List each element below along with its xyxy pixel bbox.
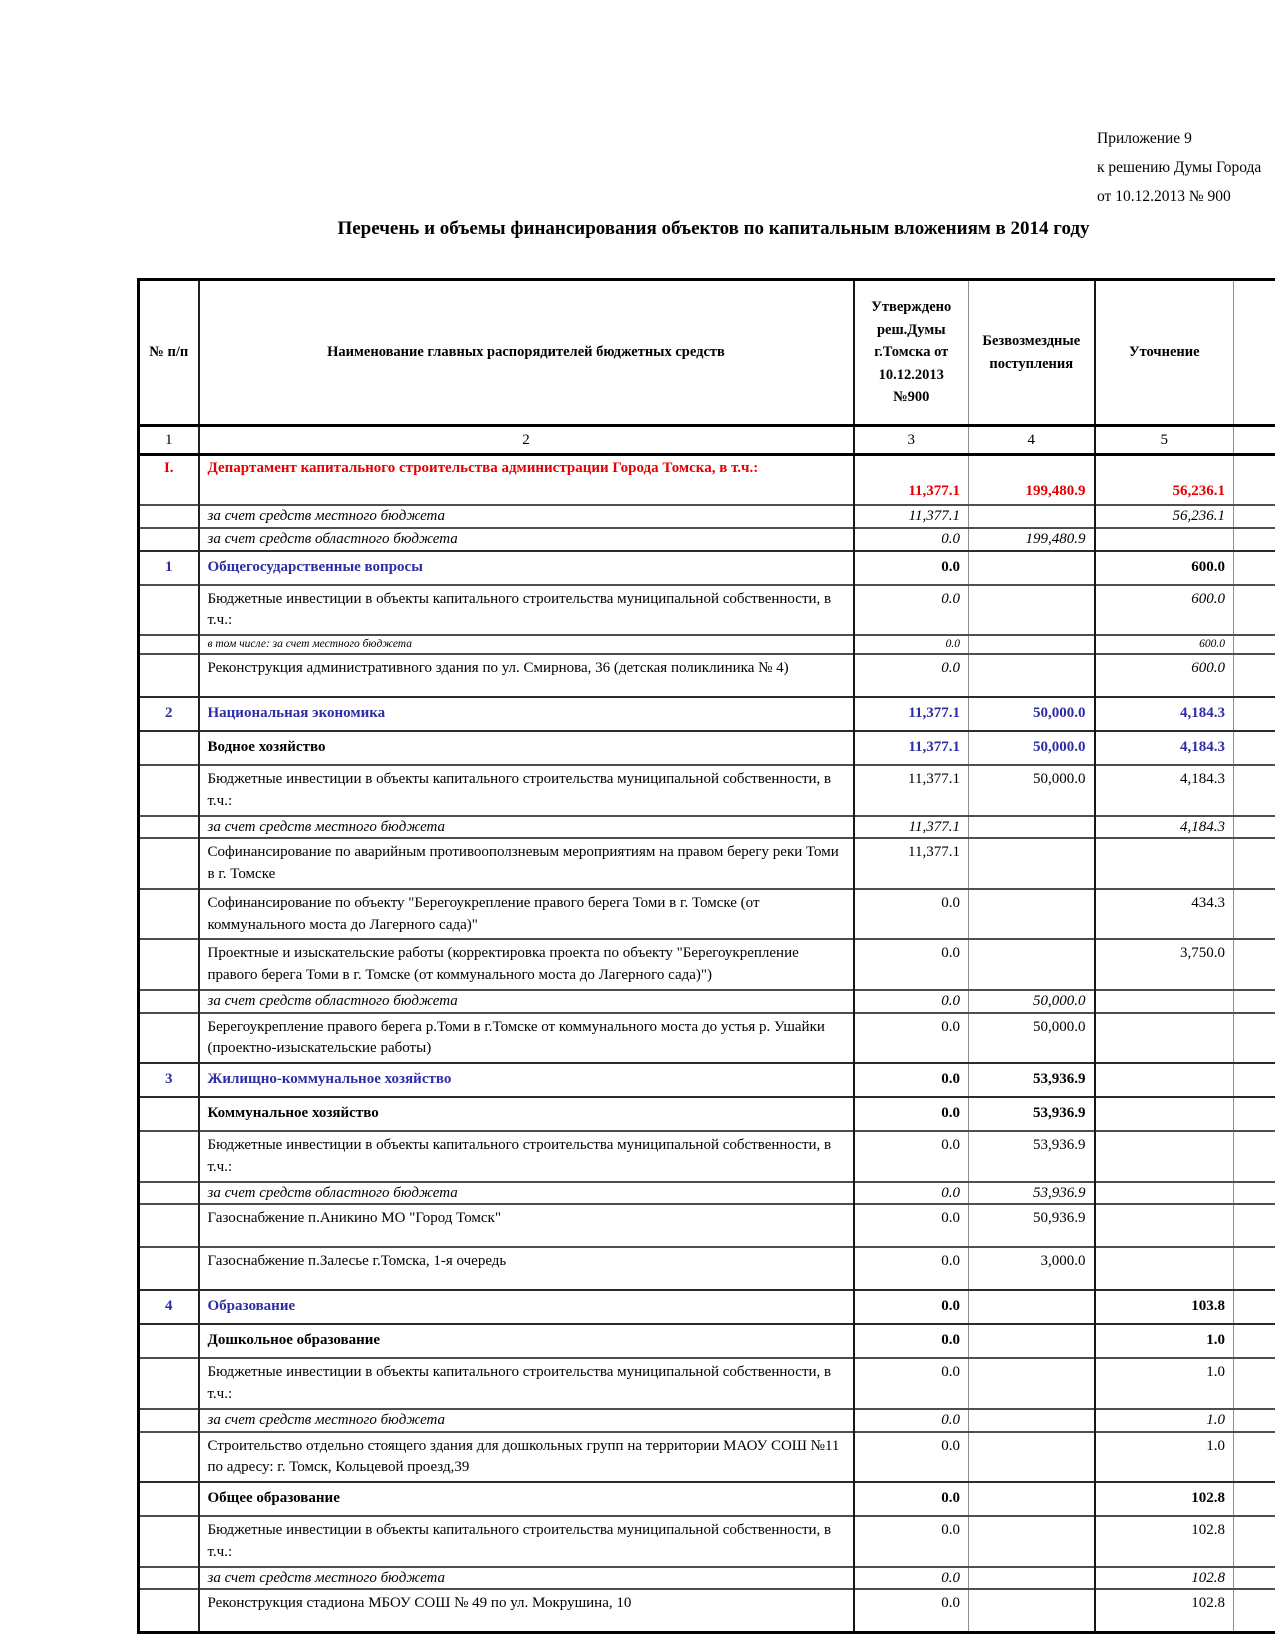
- row-name: Жилищно-коммунальное хозяйство: [199, 1063, 854, 1097]
- value-refinement: 103.8: [1095, 1290, 1234, 1324]
- value-approved: 0.0: [854, 551, 969, 585]
- value-gratuitous: 50,000.0: [969, 731, 1095, 765]
- column-number-6: [1234, 426, 1275, 455]
- header-name: Наименование главных распорядителей бюджетных средств: [199, 280, 854, 426]
- header-extra: [1234, 280, 1275, 426]
- value-refinement: 102.8: [1095, 1516, 1234, 1567]
- value-refinement: 600.0: [1095, 585, 1234, 636]
- value-extra: [1234, 1432, 1275, 1483]
- table-row: [139, 1516, 1275, 1567]
- row-number: [139, 585, 199, 636]
- row-name: Национальная экономика: [199, 697, 854, 731]
- table-row: [139, 1432, 1275, 1483]
- table-row: [139, 1358, 1275, 1409]
- table-row: [139, 505, 1275, 528]
- row-name: Газоснабжение п.Аникино МО "Город Томск": [199, 1204, 854, 1247]
- row-name: Строительство отдельно стоящего здания для дошкольных групп на территории МАОУ СОШ №11 по адресу: г. Томск, Кольцевой проезд,39: [199, 1432, 854, 1483]
- row-name: Водное хозяйство: [199, 731, 854, 765]
- table-row: [139, 1482, 1275, 1516]
- value-refinement: 434.3: [1095, 889, 1234, 940]
- value-refinement: 1.0: [1095, 1432, 1234, 1483]
- table-row: [139, 838, 1275, 889]
- value-gratuitous: [969, 889, 1095, 940]
- value-gratuitous: [969, 1358, 1095, 1409]
- table-row: [139, 939, 1275, 990]
- row-number: 4: [139, 1290, 199, 1324]
- value-approved: 0.0: [854, 1204, 969, 1247]
- value-gratuitous: [969, 816, 1095, 839]
- value-approved: 0.0: [854, 1358, 969, 1409]
- annotation-line-2: к решению Думы Города: [1097, 159, 1262, 176]
- value-gratuitous: 3,000.0: [969, 1247, 1095, 1290]
- value-gratuitous: [969, 585, 1095, 636]
- column-number-1: 1: [139, 426, 199, 455]
- value-approved: 0.0: [854, 1409, 969, 1432]
- table-row: [139, 1324, 1275, 1358]
- value-gratuitous: [969, 1516, 1095, 1567]
- row-number: [139, 1432, 199, 1483]
- value-gratuitous: 50,000.0: [969, 1013, 1095, 1064]
- value-refinement: [1095, 1182, 1234, 1205]
- table-row: [139, 889, 1275, 940]
- value-approved: 0.0: [854, 990, 969, 1013]
- row-name: Департамент капитального строительства администрации Города Томска, в т.ч.:: [199, 455, 854, 506]
- row-number: [139, 765, 199, 816]
- page-title: Перечень и объемы финансирования объектов по капитальным вложениям в 2014 году: [337, 218, 1090, 239]
- value-refinement: 102.8: [1095, 1589, 1234, 1633]
- row-name: Коммунальное хозяйство: [199, 1097, 854, 1131]
- row-number: [139, 838, 199, 889]
- value-extra: [1234, 455, 1275, 506]
- value-approved: 0.0: [854, 1131, 969, 1182]
- value-extra: [1234, 1097, 1275, 1131]
- value-refinement: 1.0: [1095, 1409, 1234, 1432]
- value-gratuitous: 50,000.0: [969, 765, 1095, 816]
- value-extra: [1234, 889, 1275, 940]
- row-number: [139, 990, 199, 1013]
- header-refinement: Уточнение: [1095, 280, 1234, 426]
- value-extra: [1234, 505, 1275, 528]
- row-name: Проектные и изыскательские работы (корректировка проекта по объекту "Берегоукрепление правого берега Томи в г. Томске (от коммунального моста до Лагерного сада)"): [199, 939, 854, 990]
- value-approved: 0.0: [854, 1013, 969, 1064]
- column-number-4: 4: [969, 426, 1095, 455]
- table-body: [139, 455, 1275, 1633]
- row-number: [139, 1567, 199, 1590]
- row-number: I.: [139, 455, 199, 506]
- value-extra: [1234, 990, 1275, 1013]
- row-name: за счет средств местного бюджета: [199, 1409, 854, 1432]
- value-gratuitous: [969, 939, 1095, 990]
- value-refinement: [1095, 1131, 1234, 1182]
- table-row: [139, 635, 1275, 654]
- value-gratuitous: [969, 1409, 1095, 1432]
- value-gratuitous: 50,936.9: [969, 1204, 1095, 1247]
- value-refinement: [1095, 1013, 1234, 1064]
- value-approved: 0.0: [854, 635, 969, 654]
- value-extra: [1234, 1324, 1275, 1358]
- value-refinement: [1095, 838, 1234, 889]
- value-extra: [1234, 697, 1275, 731]
- row-number: [139, 528, 199, 551]
- row-name: Бюджетные инвестиции в объекты капитального строительства муниципальной собственности, в т.ч.:: [199, 1358, 854, 1409]
- row-name: Общее образование: [199, 1482, 854, 1516]
- row-name: Общегосударственные вопросы: [199, 551, 854, 585]
- table-row: [139, 1589, 1275, 1633]
- value-extra: [1234, 1247, 1275, 1290]
- table-row: [139, 1063, 1275, 1097]
- value-gratuitous: [969, 505, 1095, 528]
- row-number: [139, 1589, 199, 1633]
- value-gratuitous: 199,480.9: [969, 455, 1095, 506]
- value-refinement: 600.0: [1095, 551, 1234, 585]
- value-gratuitous: [969, 635, 1095, 654]
- row-number: [139, 1204, 199, 1247]
- column-number-5: 5: [1095, 426, 1234, 455]
- budget-table: [137, 278, 1275, 1634]
- value-refinement: [1095, 1247, 1234, 1290]
- value-refinement: 102.8: [1095, 1482, 1234, 1516]
- table-row: [139, 1247, 1275, 1290]
- row-number: [139, 889, 199, 940]
- row-name: за счет средств местного бюджета: [199, 1567, 854, 1590]
- row-name: за счет средств областного бюджета: [199, 528, 854, 551]
- table-row: [139, 1097, 1275, 1131]
- row-name: Берегоукрепление правого берега р.Томи в г.Томске от коммунального моста до устья р. Ушайки (проектно-изыскательские работы): [199, 1013, 854, 1064]
- value-approved: 0.0: [854, 1097, 969, 1131]
- table-row: [139, 1013, 1275, 1064]
- row-name: Реконструкция стадиона МБОУ СОШ № 49 по ул. Мокрушина, 10: [199, 1589, 854, 1633]
- value-extra: [1234, 1567, 1275, 1590]
- value-approved: 11,377.1: [854, 765, 969, 816]
- row-number: 3: [139, 1063, 199, 1097]
- row-number: [139, 654, 199, 697]
- row-number: [139, 1358, 199, 1409]
- value-approved: 0.0: [854, 1290, 969, 1324]
- row-name: Софинансирование по аварийным противооползневым мероприятиям на правом берегу реки Томи в г. Томске: [199, 838, 854, 889]
- row-number: 1: [139, 551, 199, 585]
- row-name: Дошкольное образование: [199, 1324, 854, 1358]
- value-approved: 0.0: [854, 939, 969, 990]
- value-extra: [1234, 585, 1275, 636]
- value-refinement: 102.8: [1095, 1567, 1234, 1590]
- column-number-2: 2: [199, 426, 854, 455]
- row-number: [139, 939, 199, 990]
- table-row: [139, 816, 1275, 839]
- row-number: [139, 1013, 199, 1064]
- value-extra: [1234, 1063, 1275, 1097]
- value-extra: [1234, 1013, 1275, 1064]
- header-approved: Утверждено реш.Думы г.Томска от 10.12.2013 №900: [854, 280, 969, 426]
- row-number: [139, 1409, 199, 1432]
- row-number: [139, 1324, 199, 1358]
- value-gratuitous: 53,936.9: [969, 1131, 1095, 1182]
- value-refinement: 4,184.3: [1095, 731, 1234, 765]
- value-approved: 0.0: [854, 1324, 969, 1358]
- value-gratuitous: 53,936.9: [969, 1063, 1095, 1097]
- table-row: [139, 1409, 1275, 1432]
- annotation-line-3: от 10.12.2013 № 900: [1097, 188, 1231, 205]
- table-row: [139, 1131, 1275, 1182]
- value-refinement: 3,750.0: [1095, 939, 1234, 990]
- table-row: [139, 551, 1275, 585]
- table-row: [139, 455, 1275, 506]
- value-extra: [1234, 1482, 1275, 1516]
- value-approved: 0.0: [854, 585, 969, 636]
- row-number: [139, 731, 199, 765]
- value-extra: [1234, 939, 1275, 990]
- table-row: [139, 765, 1275, 816]
- table-row: [139, 585, 1275, 636]
- value-approved: 0.0: [854, 654, 969, 697]
- row-name: Газоснабжение п.Залесье г.Томска, 1-я очередь: [199, 1247, 854, 1290]
- value-approved: 0.0: [854, 1589, 969, 1633]
- value-extra: [1234, 1290, 1275, 1324]
- value-approved: 0.0: [854, 528, 969, 551]
- row-name: Бюджетные инвестиции в объекты капитального строительства муниципальной собственности, в т.ч.:: [199, 1516, 854, 1567]
- value-extra: [1234, 1589, 1275, 1633]
- column-numbers-row: [139, 426, 1275, 455]
- header-gratuitous: Безвозмездные поступления: [969, 280, 1095, 426]
- row-number: [139, 505, 199, 528]
- row-number: [139, 1182, 199, 1205]
- table-header-row: [139, 280, 1275, 426]
- row-number: [139, 1097, 199, 1131]
- value-refinement: 4,184.3: [1095, 816, 1234, 839]
- value-gratuitous: 53,936.9: [969, 1182, 1095, 1205]
- value-approved: 11,377.1: [854, 505, 969, 528]
- value-approved: 11,377.1: [854, 455, 969, 506]
- value-extra: [1234, 1516, 1275, 1567]
- value-approved: 0.0: [854, 1482, 969, 1516]
- value-gratuitous: [969, 1567, 1095, 1590]
- value-extra: [1234, 765, 1275, 816]
- row-name: Софинансирование по объекту "Берегоукрепление правого берега Томи в г. Томске (от коммунального моста до Лагерного сада)": [199, 889, 854, 940]
- value-approved: 0.0: [854, 889, 969, 940]
- value-refinement: 1.0: [1095, 1358, 1234, 1409]
- table-row: [139, 1204, 1275, 1247]
- table-row: [139, 1567, 1275, 1590]
- value-extra: [1234, 528, 1275, 551]
- row-name: Бюджетные инвестиции в объекты капитального строительства муниципальной собственности, в т.ч.:: [199, 585, 854, 636]
- value-extra: [1234, 1131, 1275, 1182]
- value-gratuitous: [969, 1482, 1095, 1516]
- table-row: [139, 697, 1275, 731]
- value-extra: [1234, 1358, 1275, 1409]
- table-row: [139, 731, 1275, 765]
- row-name: в том числе: за счет местного бюджета: [199, 635, 854, 654]
- row-name: за счет средств местного бюджета: [199, 505, 854, 528]
- value-refinement: 56,236.1: [1095, 505, 1234, 528]
- value-approved: 0.0: [854, 1516, 969, 1567]
- value-gratuitous: [969, 838, 1095, 889]
- value-gratuitous: 53,936.9: [969, 1097, 1095, 1131]
- annotation-line-1: Приложение 9: [1097, 130, 1192, 147]
- value-extra: [1234, 731, 1275, 765]
- row-number: [139, 635, 199, 654]
- value-gratuitous: [969, 1290, 1095, 1324]
- row-number: [139, 1131, 199, 1182]
- table-row: [139, 1290, 1275, 1324]
- row-name: Бюджетные инвестиции в объекты капитального строительства муниципальной собственности, в т.ч.:: [199, 1131, 854, 1182]
- value-approved: 0.0: [854, 1567, 969, 1590]
- value-refinement: [1095, 1204, 1234, 1247]
- row-name: за счет средств областного бюджета: [199, 1182, 854, 1205]
- value-refinement: 56,236.1: [1095, 455, 1234, 506]
- value-gratuitous: 199,480.9: [969, 528, 1095, 551]
- row-number: [139, 1247, 199, 1290]
- header-row-number: № п/п: [139, 280, 199, 426]
- value-extra: [1234, 635, 1275, 654]
- value-gratuitous: [969, 551, 1095, 585]
- value-gratuitous: [969, 654, 1095, 697]
- value-approved: 0.0: [854, 1247, 969, 1290]
- row-name: Образование: [199, 1290, 854, 1324]
- value-refinement: [1095, 1097, 1234, 1131]
- value-extra: [1234, 816, 1275, 839]
- value-approved: 11,377.1: [854, 816, 969, 839]
- value-extra: [1234, 838, 1275, 889]
- value-gratuitous: 50,000.0: [969, 697, 1095, 731]
- table-row: [139, 1182, 1275, 1205]
- value-refinement: 4,184.3: [1095, 765, 1234, 816]
- value-refinement: [1095, 1063, 1234, 1097]
- table-row: [139, 990, 1275, 1013]
- value-approved: 0.0: [854, 1182, 969, 1205]
- row-number: [139, 1516, 199, 1567]
- row-number: 2: [139, 697, 199, 731]
- table-row: [139, 654, 1275, 697]
- value-approved: 0.0: [854, 1063, 969, 1097]
- value-refinement: 4,184.3: [1095, 697, 1234, 731]
- value-approved: 11,377.1: [854, 838, 969, 889]
- row-number: [139, 1482, 199, 1516]
- value-refinement: [1095, 990, 1234, 1013]
- value-gratuitous: [969, 1432, 1095, 1483]
- column-number-3: 3: [854, 426, 969, 455]
- value-refinement: [1095, 528, 1234, 551]
- value-extra: [1234, 1182, 1275, 1205]
- value-gratuitous: 50,000.0: [969, 990, 1095, 1013]
- row-number: [139, 816, 199, 839]
- value-approved: 11,377.1: [854, 697, 969, 731]
- value-refinement: 600.0: [1095, 635, 1234, 654]
- row-name: Реконструкция административного здания по ул. Смирнова, 36 (детская поликлиника № 4): [199, 654, 854, 697]
- value-gratuitous: [969, 1324, 1095, 1358]
- value-extra: [1234, 654, 1275, 697]
- value-refinement: 1.0: [1095, 1324, 1234, 1358]
- value-gratuitous: [969, 1589, 1095, 1633]
- value-refinement: 600.0: [1095, 654, 1234, 697]
- row-name: Бюджетные инвестиции в объекты капитального строительства муниципальной собственности, в т.ч.:: [199, 765, 854, 816]
- value-extra: [1234, 1204, 1275, 1247]
- value-extra: [1234, 1409, 1275, 1432]
- row-name: за счет средств областного бюджета: [199, 990, 854, 1013]
- value-approved: 0.0: [854, 1432, 969, 1483]
- row-name: за счет средств местного бюджета: [199, 816, 854, 839]
- appendix-annotation: [1097, 124, 1261, 211]
- value-approved: 11,377.1: [854, 731, 969, 765]
- value-extra: [1234, 551, 1275, 585]
- table-row: [139, 528, 1275, 551]
